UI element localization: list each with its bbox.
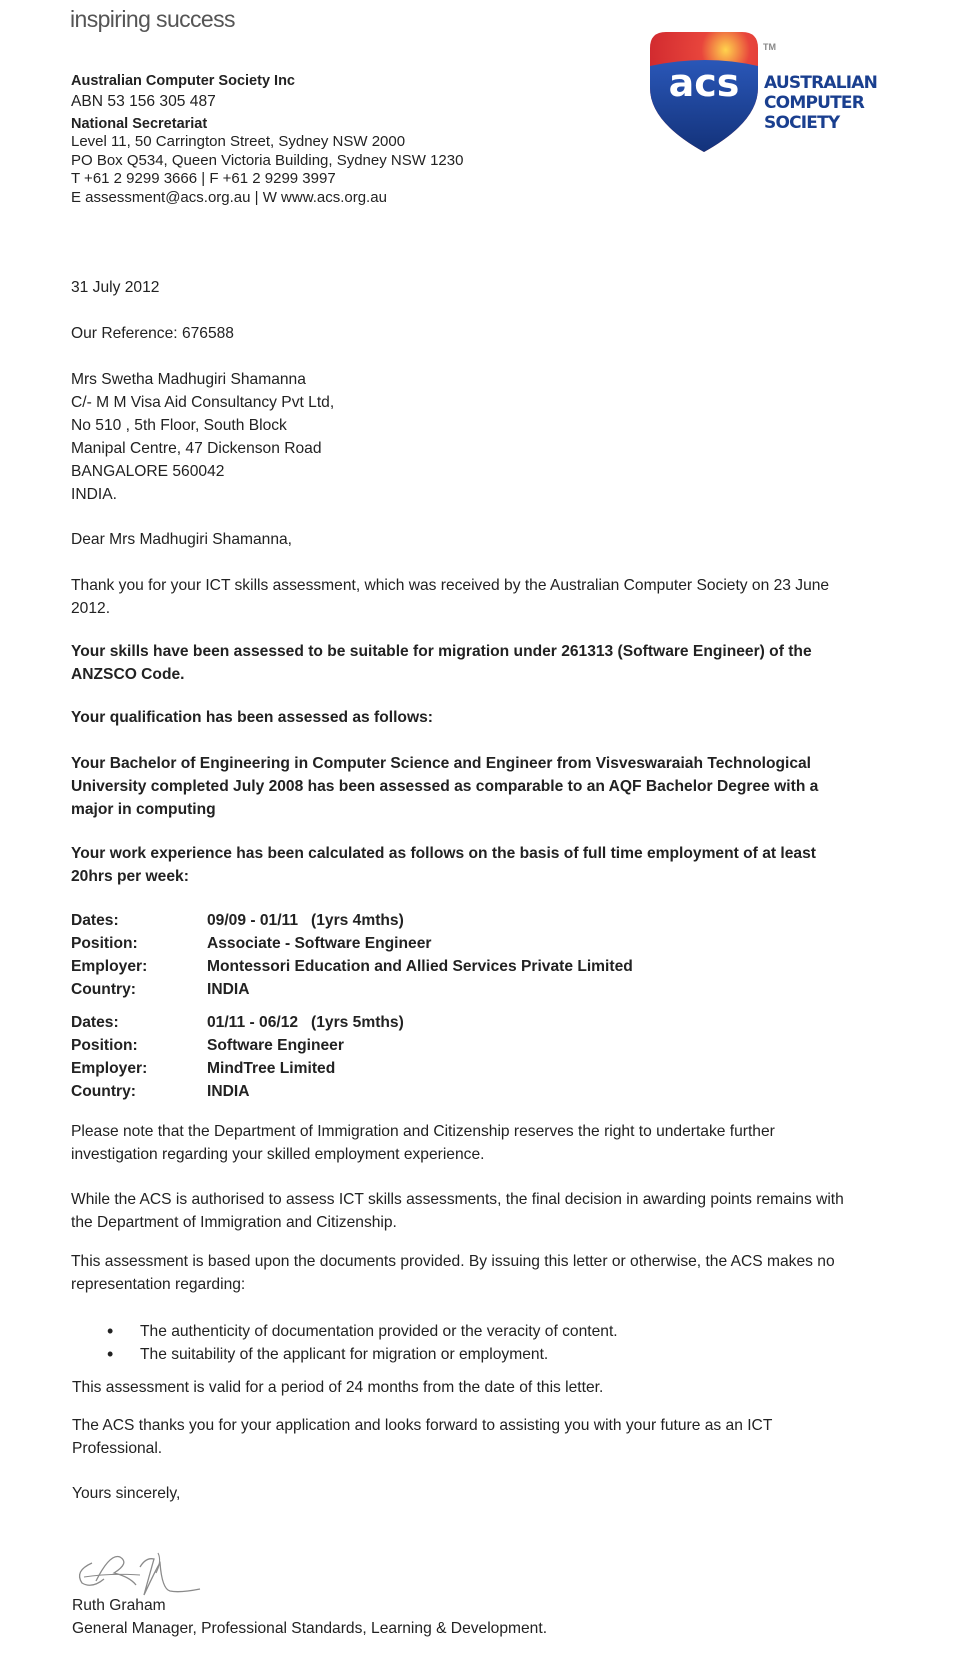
- employment-position: Software Engineer: [207, 1037, 344, 1054]
- signer-name: Ruth Graham: [72, 1597, 166, 1614]
- recipient-line: Manipal Centre, 47 Dickenson Road: [71, 440, 322, 457]
- recipient-line: C/- M M Visa Aid Consultancy Pvt Ltd,: [71, 394, 335, 411]
- signature-image: [70, 1533, 210, 1603]
- logo-mark: acs: [668, 61, 740, 105]
- logo-tm: TM: [763, 42, 776, 52]
- logo-name-line-1: AUSTRALIAN: [764, 73, 878, 93]
- recipient-line: INDIA.: [71, 486, 117, 503]
- org-abn: ABN 53 156 305 487: [71, 92, 216, 110]
- employment-position: Associate - Software Engineer: [207, 935, 432, 952]
- recipient-line: Mrs Swetha Madhugiri Shamanna: [71, 371, 306, 388]
- para-qualification-heading: Your qualification has been assessed as follows:: [71, 709, 433, 726]
- logo-name-line-3: SOCIETY: [764, 113, 840, 133]
- tagline: inspiring success: [70, 6, 235, 32]
- employment-country: INDIA: [207, 1083, 250, 1100]
- list-item: • The suitability of the applicant for migration or employment.: [71, 1343, 861, 1366]
- employment-dates: 01/11 - 06/12 (1yrs 5mths): [207, 1014, 404, 1031]
- recipient-line: No 510 , 5th Floor, South Block: [71, 417, 287, 434]
- signer-title: General Manager, Professional Standards, Learning & Development.: [72, 1620, 548, 1637]
- label-position: Position:: [71, 935, 138, 952]
- org-office: National Secretariat: [71, 115, 208, 132]
- disclaimer-list: [71, 1320, 861, 1366]
- letter-date: 31 July 2012: [71, 279, 160, 296]
- employment-employer: Montessori Education and Allied Services Private Limited: [207, 958, 633, 975]
- list-item: • The authenticity of documentation provided or the veracity of content.: [71, 1320, 861, 1343]
- org-name: Australian Computer Society Inc: [71, 73, 295, 89]
- org-email: E assessment@acs.org.au | W www.acs.org.au: [71, 188, 387, 206]
- logo-name-line-2: COMPUTER: [764, 93, 865, 113]
- salutation: Dear Mrs Madhugiri Shamanna,: [71, 531, 293, 548]
- org-header: [71, 72, 463, 208]
- letter-reference: Our Reference: 676588: [71, 325, 234, 342]
- para-authorisation: While the ACS is authorised to assess ICT skills assessments, the final decision in awarding points remains with the Department of Immigration and Citizenship.: [71, 1191, 844, 1231]
- employment-record-1: [71, 909, 633, 1001]
- acs-logo: [646, 30, 886, 155]
- para-thanks-close: The ACS thanks you for your application and looks forward to assisting you with your future as an ICT Professional.: [72, 1417, 773, 1457]
- employment-record-2: [71, 1011, 404, 1103]
- org-address-1: Level 11, 50 Carrington Street, Sydney NSW 2000: [71, 133, 406, 151]
- para-documents: This assessment is based upon the documents provided. By issuing this letter or otherwise, the ACS makes no representation regarding:: [71, 1253, 835, 1293]
- label-dates: Dates:: [71, 1014, 119, 1031]
- para-work-experience: Your work experience has been calculated as follows on the basis of full time employment of at least 20hrs per week:: [71, 845, 816, 885]
- employment-employer: MindTree Limited: [207, 1060, 336, 1077]
- employment-country: INDIA: [207, 981, 250, 998]
- label-country: Country:: [71, 981, 136, 998]
- label-employer: Employer:: [71, 1060, 148, 1077]
- para-validity: This assessment is valid for a period of 24 months from the date of this letter.: [72, 1379, 604, 1396]
- para-department: Please note that the Department of Immigration and Citizenship reserves the right to undertake further investigation regarding your skilled employment experience.: [71, 1123, 775, 1163]
- para-qualification: Your Bachelor of Engineering in Computer Science and Engineer from Visveswaraiah Technological University completed July 2008 has been assessed as comparable to an AQF Bachelor Degree with a major in computing: [71, 755, 819, 818]
- employment-dates: 09/09 - 01/11 (1yrs 4mths): [207, 912, 404, 929]
- label-employer: Employer:: [71, 958, 148, 975]
- recipient-address: [71, 368, 334, 506]
- para-thanks: Thank you for your ICT skills assessment, which was received by the Australian Computer Society on 23 June 2012.: [71, 577, 830, 617]
- org-phone: T +61 2 9299 3666 | F +61 2 9299 3997: [71, 170, 336, 188]
- org-address-2: PO Box Q534, Queen Victoria Building, Sydney NSW 1230: [71, 151, 464, 169]
- recipient-line: BANGALORE 560042: [71, 463, 225, 480]
- closing: Yours sincerely,: [72, 1485, 181, 1502]
- label-position: Position:: [71, 1037, 138, 1054]
- para-skills: Your skills have been assessed to be suitable for migration under 261313 (Software Engineer) of the ANZSCO Code.: [71, 643, 812, 683]
- label-country: Country:: [71, 1083, 136, 1100]
- label-dates: Dates:: [71, 912, 119, 929]
